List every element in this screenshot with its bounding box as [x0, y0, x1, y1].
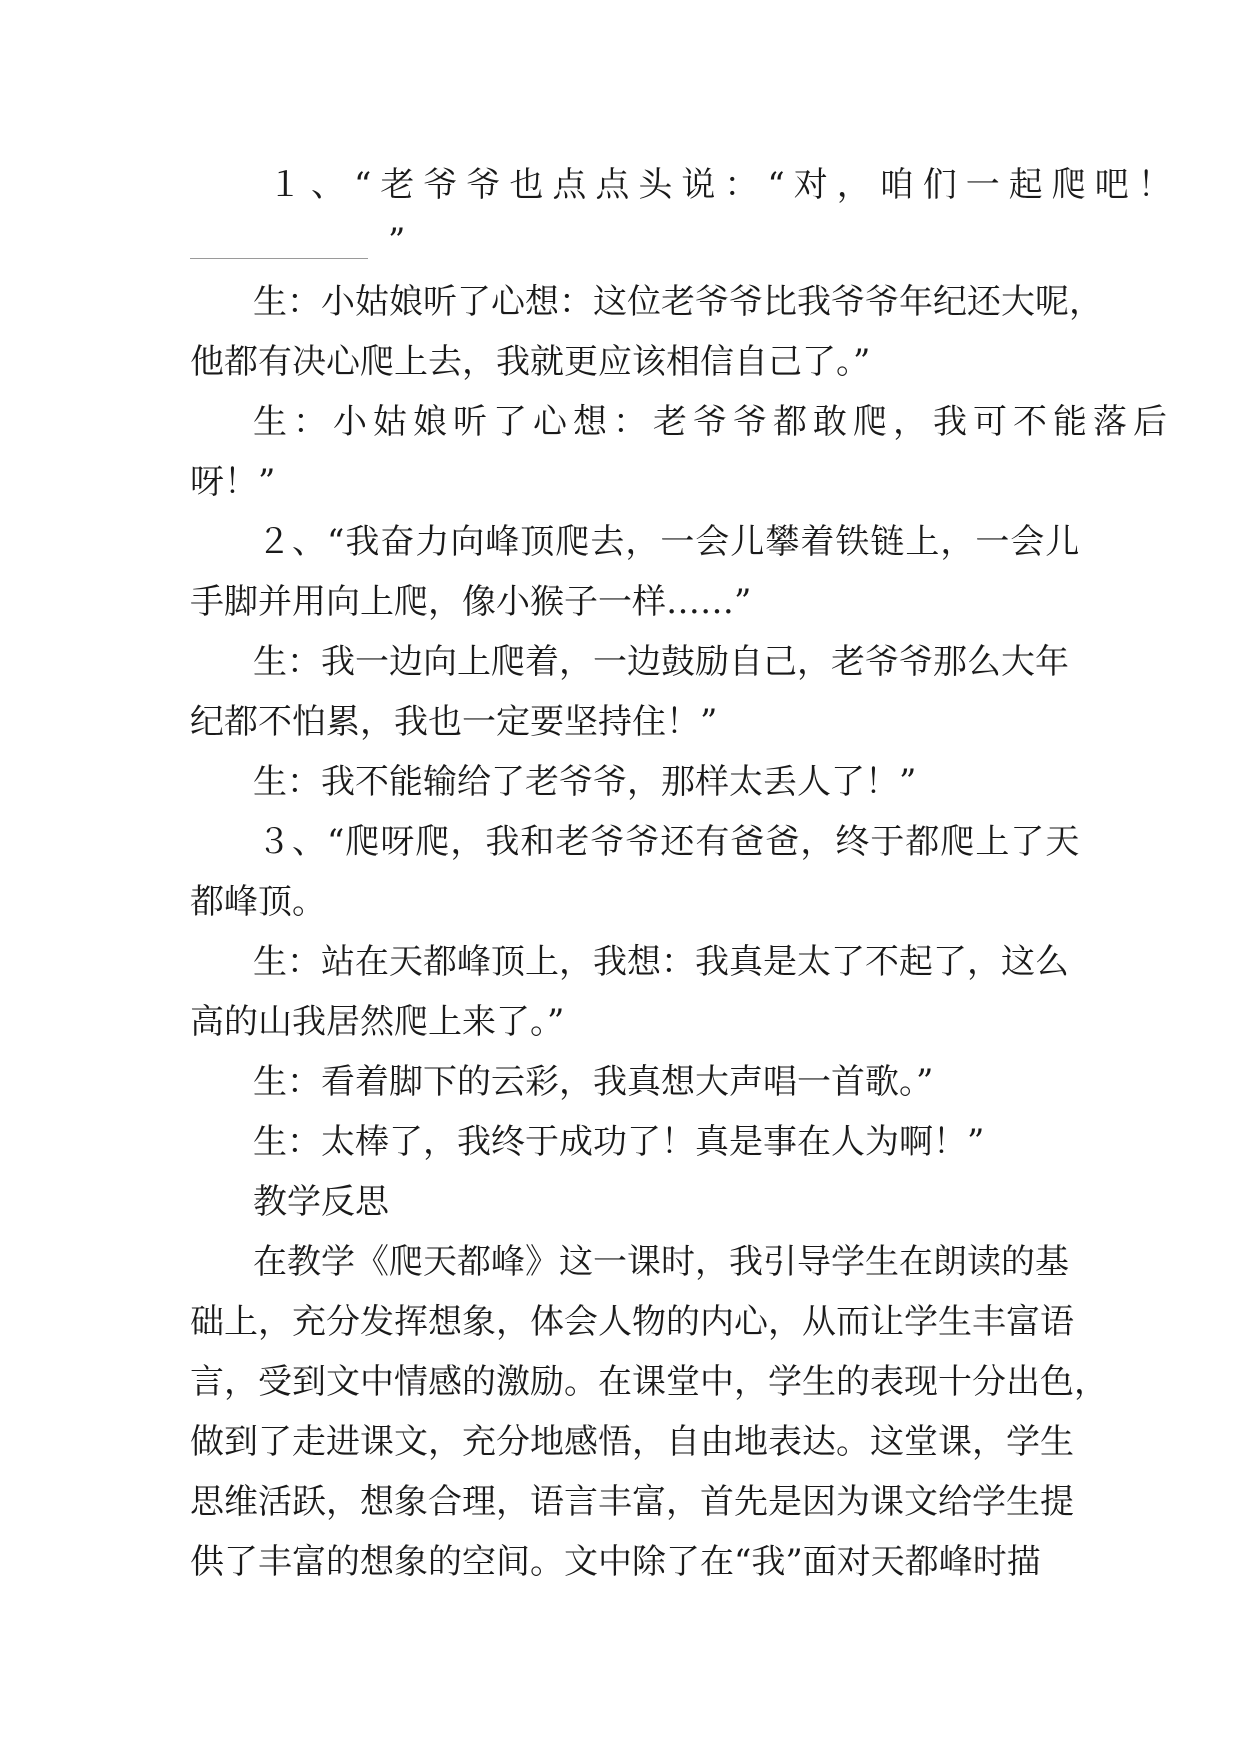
text-line-14: 生：站在天都峰顶上，我想：我真是太了不起了，这么 [253, 942, 1069, 982]
text-line-1: １、“老爷爷也点点头说：“对，咱们一起爬吧！ [268, 165, 1181, 205]
text-line-19: 在教学《爬天都峰》这一课时，我引导学生在朗读的基 [253, 1242, 1069, 1282]
text-line-13: 都峰顶。 [190, 882, 326, 922]
text-line-21: 言，受到文中情感的激励。在课堂中，学生的表现十分出色， [190, 1362, 1108, 1402]
text-line-12: ３、“爬呀爬，我和老爷爷还有爸爸，终于都爬上了天 [257, 822, 1081, 862]
text-line-9: 生：我一边向上爬着，一边鼓励自己，老爷爷那么大年 [253, 642, 1069, 682]
text-line-5: 生：小姑娘听了心想：老爷爷都敢爬，我可不能落后 [253, 402, 1173, 442]
text-line-4: 他都有决心爬上去，我就更应该相信自己了。” [190, 342, 871, 382]
text-line-22: 做到了走进课文，充分地感悟，自由地表达。这堂课，学生 [190, 1422, 1074, 1462]
text-line-20: 础上，充分发挥想象，体会人物的内心，从而让学生丰富语 [190, 1302, 1074, 1342]
text-line-23: 思维活跃，想象合理，语言丰富，首先是因为课文给学生提 [190, 1482, 1074, 1522]
section-heading-reflection: 教学反思 [253, 1182, 389, 1222]
text-line-6: 呀！” [190, 462, 276, 502]
text-line-7: ２、“我奋力向峰顶爬去，一会儿攀着铁链上，一会儿 [257, 522, 1081, 562]
text-line-15: 高的山我居然爬上来了。” [190, 1002, 565, 1042]
text-line-16: 生：看着脚下的云彩，我真想大声唱一首歌。” [253, 1062, 934, 1102]
text-line-2: ” [388, 221, 406, 261]
text-line-10: 纪都不怕累，我也一定要坚持住！” [190, 702, 718, 742]
text-line-11: 生：我不能输给了老爷爷，那样太丢人了！” [253, 762, 917, 802]
text-line-17: 生：太棒了，我终于成功了！真是事在人为啊！” [253, 1122, 985, 1162]
text-line-8: 手脚并用向上爬，像小猴子一样……” [190, 582, 752, 622]
text-line-24: 供了丰富的想象的空间。文中除了在“我”面对天都峰时描 [190, 1542, 1041, 1582]
text-line-3: 生：小姑娘听了心想：这位老爷爷比我爷爷年纪还大呢， [253, 282, 1103, 322]
